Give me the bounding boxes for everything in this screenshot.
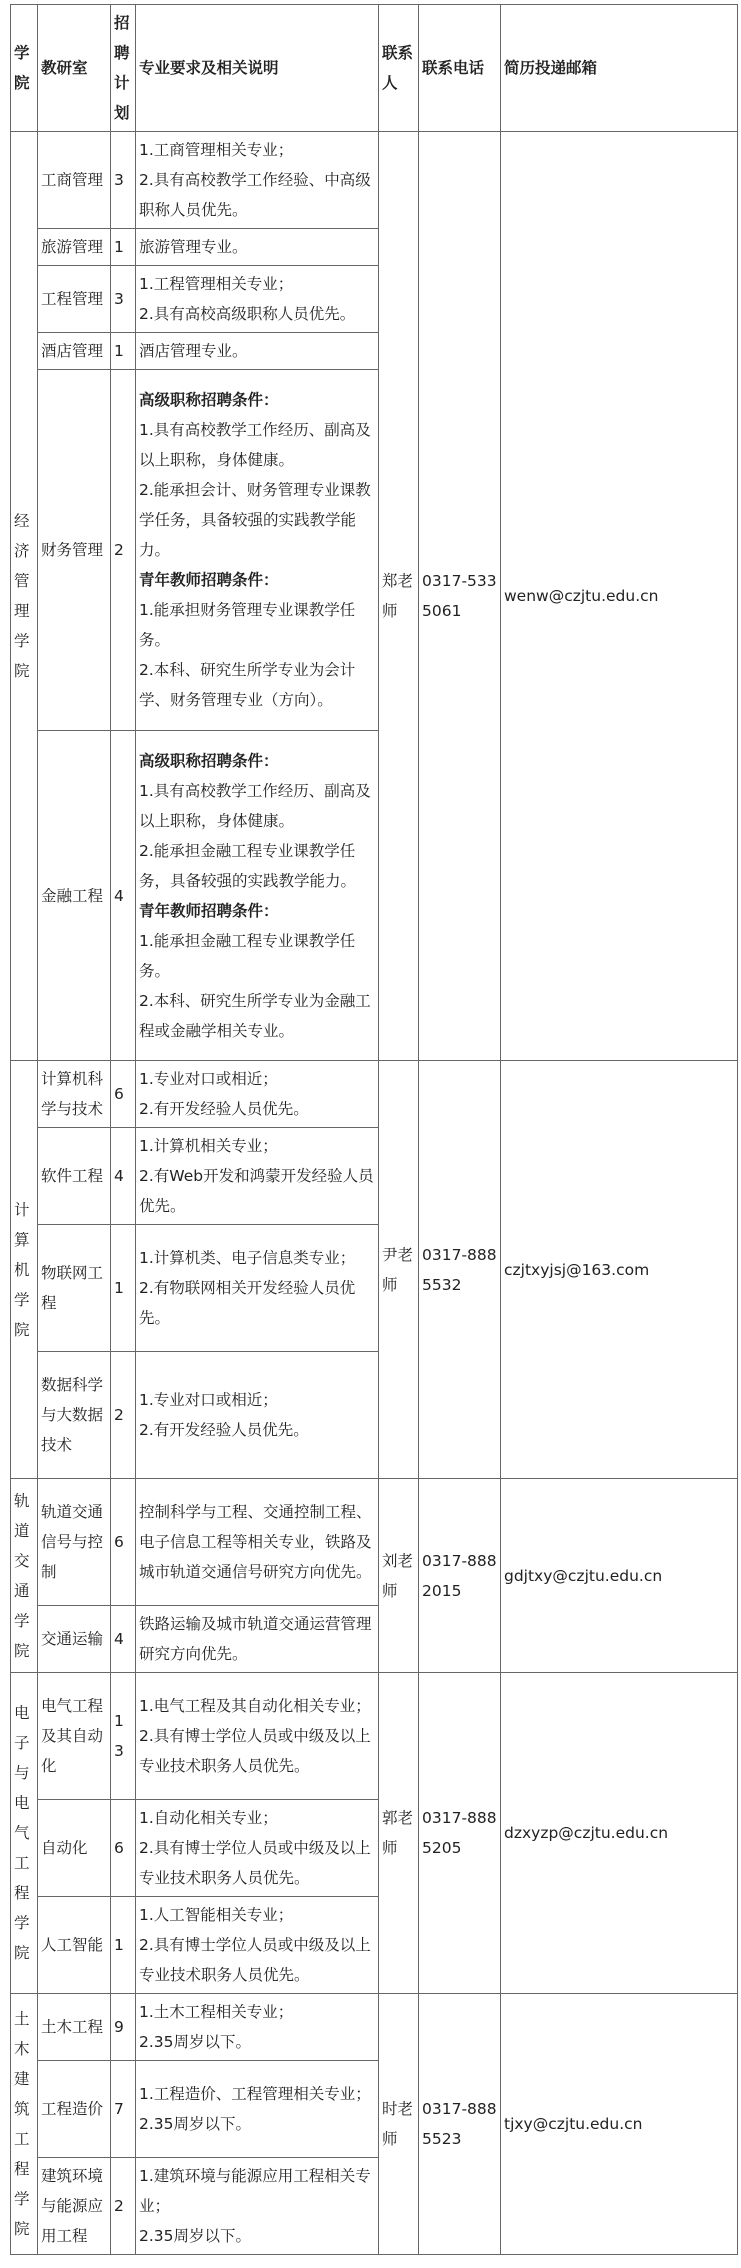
contact-person: 刘老师 [379,1479,419,1673]
contact-email[interactable]: dzxyzp@czjtu.edu.cn [501,1673,738,1994]
req-line: 1.人工智能相关专业； [139,1906,294,1924]
dept-name: 建筑环境与能源应用工程 [38,2158,111,2255]
college-name: 计算机学院 [11,1061,38,1479]
req-line: 2.本科、研究生所学专业为金融工程或金融学相关专业。 [139,991,371,1040]
header-plan: 招聘计划 [111,5,136,132]
plan-count: 6 [111,1061,136,1128]
req-line: 1.具有高校教学工作经历、副高及以上职称，身体健康。 [139,781,371,830]
contact-phone: 0317-8885205 [419,1673,501,1994]
req-line: 1.建筑环境与能源应用工程相关专业； [139,2167,371,2215]
requirements [136,266,379,333]
req-line: 1.专业对口或相近； [139,1070,278,1088]
req-line: 1.工程管理相关专业； [139,275,294,293]
contact-person: 时老师 [379,1994,419,2255]
dept-name: 财务管理 [38,370,111,731]
header-college: 学院 [11,5,38,132]
req-line: 1.专业对口或相近； [139,1391,278,1409]
req-line: 2.本科、研究生所学专业为会计学、财务管理专业（方向）。 [139,661,356,709]
dept-name: 金融工程 [38,731,111,1061]
req-line: 1.电气工程及其自动化相关专业； [139,1697,371,1715]
header-row [11,5,738,132]
contact-email[interactable]: tjxy@czjtu.edu.cn [501,1994,738,2255]
req-condition-title: 高级职称招聘条件： [139,751,279,770]
plan-count: 9 [111,1994,136,2061]
contact-phone: 0317-8885523 [419,1994,501,2255]
req-line: 1.工程造价、工程管理相关专业； [139,2085,371,2103]
dept-name: 软件工程 [38,1128,111,1225]
plan-count: 7 [111,2061,136,2158]
requirements [136,1606,379,1673]
requirements [136,1479,379,1606]
plan-count: 1 [111,1225,136,1352]
dept-name: 自动化 [38,1800,111,1897]
contact-phone: 0317-8885532 [419,1061,501,1479]
requirements [136,333,379,370]
requirements [136,1128,379,1225]
req-line: 2.有开发经验人员优先。 [139,1100,309,1118]
table-row [11,132,738,229]
dept-name: 土木工程 [38,1994,111,2061]
req-line: 2.具有高校高级职称人员优先。 [139,305,356,323]
req-line: 2.有开发经验人员优先。 [139,1421,309,1439]
requirements [136,1994,379,2061]
req-line: 控制科学与工程、交通控制工程、电子信息工程等相关专业，铁路及城市轨道交通信号研究方向优先。 [139,1503,372,1581]
header-req: 专业要求及相关说明 [136,5,379,132]
table-row [11,1673,738,1800]
table-row [11,1479,738,1606]
req-line: 2.具有博士学位人员或中级及以上专业技术职务人员优先。 [139,1727,371,1775]
req-line: 1.能承担财务管理专业课教学任务。 [139,601,356,649]
req-line: 2.35周岁以下。 [139,2227,252,2245]
header-contact: 联系人 [379,5,419,132]
dept-name: 数据科学与大数据技术 [38,1352,111,1479]
table-row [11,1061,738,1128]
requirements [136,1673,379,1800]
req-line: 旅游管理专业。 [139,238,248,256]
plan-count: 3 [111,132,136,229]
req-condition-title: 高级职称招聘条件： [139,391,279,409]
contact-person: 郑老师 [379,132,419,1061]
req-line: 2.35周岁以下。 [139,2033,252,2051]
requirements [136,1061,379,1128]
req-line: 1.计算机相关专业； [139,1137,278,1155]
dept-name: 物联网工程 [38,1225,111,1352]
requirements [136,2061,379,2158]
requirements [136,1800,379,1897]
recruitment-table [10,4,738,2255]
req-condition-title: 青年教师招聘条件： [139,901,279,920]
req-line: 1.计算机类、电子信息类专业； [139,1249,356,1267]
plan-count: 4 [111,1128,136,1225]
requirements [136,731,379,1061]
requirements [136,1225,379,1352]
requirements [136,1352,379,1479]
plan-count: 2 [111,370,136,731]
requirements [136,2158,379,2255]
req-condition-title: 青年教师招聘条件： [139,571,279,589]
dept-name: 工程造价 [38,2061,111,2158]
dept-name: 人工智能 [38,1897,111,1994]
req-line: 2.能承担金融工程专业课教学任务，具备较强的实践教学能力。 [139,841,357,890]
req-line: 2.具有高校教学工作经验、中高级职称人员优先。 [139,171,371,219]
contact-email[interactable]: wenw@czjtu.edu.cn [501,132,738,1061]
dept-name: 酒店管理 [38,333,111,370]
header-phone: 联系电话 [419,5,501,132]
plan-count: 6 [111,1479,136,1606]
college-name: 电子与电气工程学院 [11,1673,38,1994]
req-line: 2.具有博士学位人员或中级及以上专业技术职务人员优先。 [139,1936,371,1984]
college-name: 土木建筑工程学院 [11,1994,38,2255]
contact-person: 郭老师 [379,1673,419,1994]
contact-email[interactable]: gdjtxy@czjtu.edu.cn [501,1479,738,1673]
req-line: 1.能承担金融工程专业课教学任务。 [139,931,356,980]
header-email: 简历投递邮箱 [501,5,738,132]
dept-name: 旅游管理 [38,229,111,266]
dept-name: 轨道交通信号与控制 [38,1479,111,1606]
contact-phone: 0317-8882015 [419,1479,501,1673]
plan-count: 3 [111,266,136,333]
req-line: 酒店管理专业。 [139,342,248,360]
req-line: 1.土木工程相关专业； [139,2003,294,2021]
requirements [136,229,379,266]
dept-name: 工商管理 [38,132,111,229]
plan-count: 1 [111,1897,136,1994]
plan-count: 4 [111,731,136,1061]
req-line: 1.具有高校教学工作经历、副高及以上职称，身体健康。 [139,421,371,469]
req-line: 2.35周岁以下。 [139,2115,252,2133]
dept-name: 电气工程及其自动化 [38,1673,111,1800]
requirements [136,370,379,731]
requirements [136,132,379,229]
plan-count: 6 [111,1800,136,1897]
college-name: 轨道交通学院 [11,1479,38,1673]
plan-count: 2 [111,1352,136,1479]
req-line: 铁路运输及城市轨道交通运营管理研究方向优先。 [139,1615,372,1663]
plan-count: 1 [111,333,136,370]
req-line: 2.具有博士学位人员或中级及以上专业技术职务人员优先。 [139,1839,371,1887]
req-line: 2.有Web开发和鸿蒙开发经验人员优先。 [139,1167,374,1215]
plan-count: 4 [111,1606,136,1673]
req-line: 1.工商管理相关专业； [139,141,294,159]
plan-count: 13 [111,1673,136,1800]
plan-count: 2 [111,2158,136,2255]
dept-name: 计算机科学与技术 [38,1061,111,1128]
college-name: 经济管理学院 [11,132,38,1061]
req-line: 2.能承担会计、财务管理专业课教学任务，具备较强的实践教学能力。 [139,481,371,559]
table-row [11,1994,738,2061]
dept-name: 交通运输 [38,1606,111,1673]
req-line: 2.有物联网相关开发经验人员优先。 [139,1279,356,1327]
plan-count: 1 [111,229,136,266]
contact-email[interactable]: czjtxyjsj@163.com [501,1061,738,1479]
dept-name: 工程管理 [38,266,111,333]
contact-phone: 0317-5335061 [419,132,501,1061]
contact-person: 尹老师 [379,1061,419,1479]
header-dept: 教研室 [38,5,111,132]
req-line: 1.自动化相关专业； [139,1809,278,1827]
requirements [136,1897,379,1994]
